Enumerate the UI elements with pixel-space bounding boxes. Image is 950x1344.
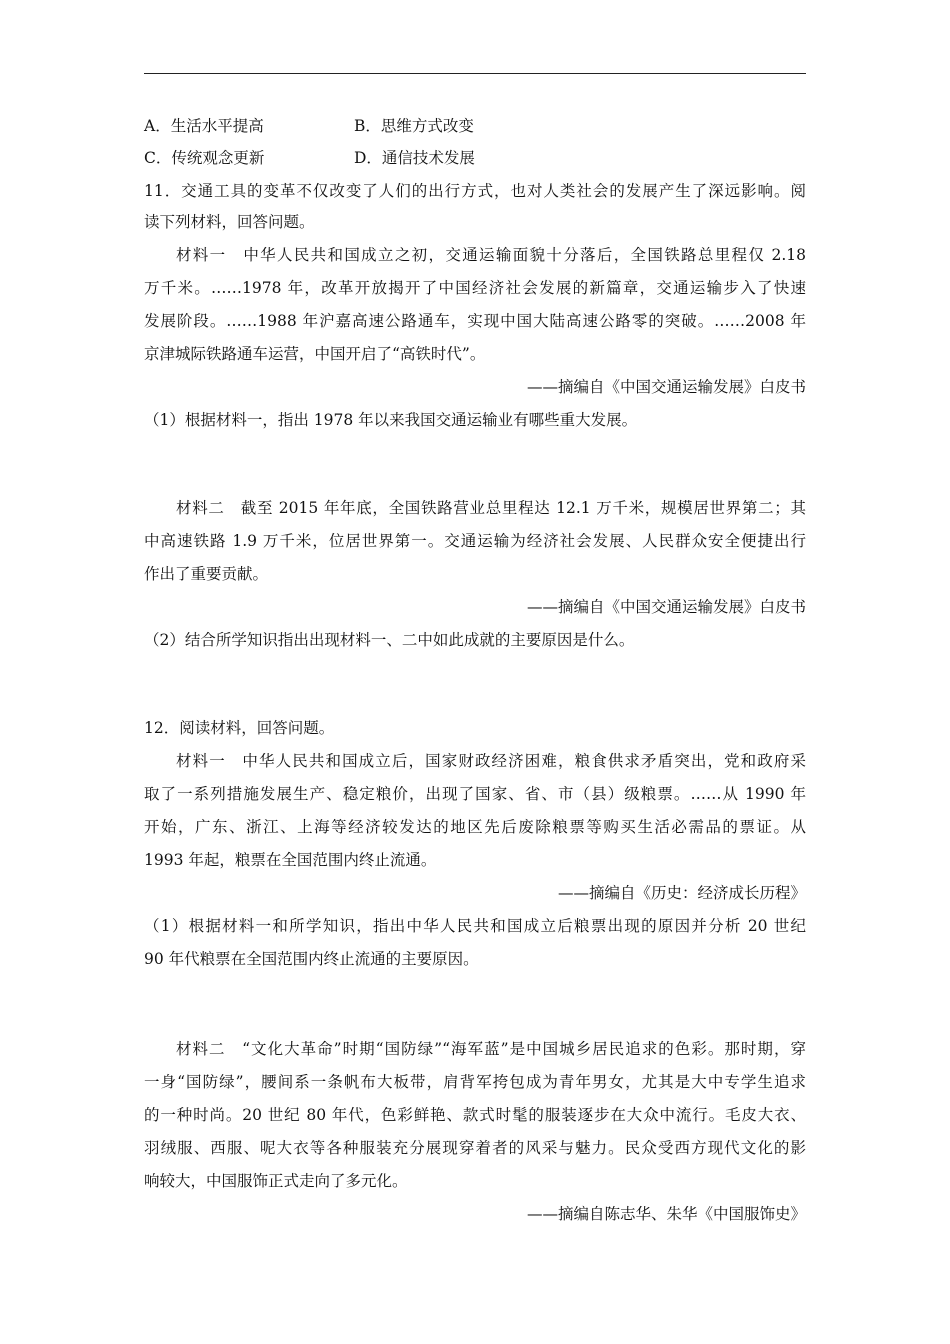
q11-material2-line: 中高速铁路 1.9 万千米，位居世界第一。交通运输为经济社会发展、人民群众安全便捷出行 bbox=[144, 532, 806, 550]
q11-source1: ——摘编自《中国交通运输发展》白皮书 bbox=[526, 378, 806, 396]
q11-material1-line: 京津城际铁路通车运营，中国开启了“高铁时代”。 bbox=[144, 345, 486, 363]
q11-stem-line: 读下列材料，回答问题。 bbox=[144, 213, 315, 231]
option-c: C．传统观念更新 bbox=[144, 149, 265, 167]
q12-material1-line: 开始，广东、浙江、上海等经济较发达的地区先后废除粮票等购买生活必需品的票证。从 bbox=[144, 818, 806, 836]
q12-source1: ——摘编自《历史：经济成长历程》 bbox=[557, 884, 806, 902]
q11-source2: ——摘编自《中国交通运输发展》白皮书 bbox=[526, 598, 806, 616]
q11-question2: （2）结合所学知识指出出现材料一、二中如此成就的主要原因是什么。 bbox=[144, 631, 635, 649]
q11-stem-line: 11．交通工具的变革不仅改变了人们的出行方式，也对人类社会的发展产生了深远影响。阅 bbox=[144, 182, 806, 200]
q12-material1-line: 1993 年起，粮票在全国范围内终止流通。 bbox=[144, 851, 437, 869]
q12-stem: 12．阅读材料，回答问题。 bbox=[144, 719, 335, 737]
q12-material2-line: 响较大，中国服饰正式走向了多元化。 bbox=[144, 1172, 408, 1190]
q12-question1-line: （1）根据材料一和所学知识，指出中华人民共和国成立后粮票出现的原因并分析 20 世纪 bbox=[144, 917, 806, 935]
q12-material2-line: 的一种时尚。20 世纪 80 年代，色彩鲜艳、款式时髦的服装逐步在大众中流行。毛皮大衣、 bbox=[144, 1106, 806, 1124]
q12-material2-line: 一身“国防绿”，腰间系一条帆布大板带，肩背军挎包成为青年男女，尤其是大中专学生追求 bbox=[144, 1073, 806, 1091]
option-a: A．生活水平提高 bbox=[144, 117, 264, 135]
header-rule bbox=[144, 73, 806, 74]
q11-material1-line: 万千米。……1978 年，改革开放揭开了中国经济社会发展的新篇章，交通运输步入了快速 bbox=[144, 279, 806, 297]
q11-material1-line: 材料一 中华人民共和国成立之初，交通运输面貌十分落后，全国铁路总里程仅 2.18 bbox=[176, 246, 806, 264]
option-b: B．思维方式改变 bbox=[354, 117, 474, 135]
q12-material1-line: 材料一 中华人民共和国成立后，国家财政经济困难，粮食供求矛盾突出，党和政府采 bbox=[176, 752, 806, 770]
option-d: D．通信技术发展 bbox=[354, 149, 475, 167]
q11-material2-line: 作出了重要贡献。 bbox=[144, 565, 269, 583]
q12-material1-line: 取了一系列措施发展生产、稳定粮价，出现了国家、省、市（县）级粮票。……从 1990 年 bbox=[144, 785, 806, 803]
q12-material2-line: 羽绒服、西服、呢大衣等各种服装充分展现穿着者的风采与魅力。民众受西方现代文化的影 bbox=[144, 1139, 806, 1157]
q11-question1: （1）根据材料一，指出 1978 年以来我国交通运输业有哪些重大发展。 bbox=[144, 411, 638, 429]
q12-material2-line: 材料二 “文化大革命”时期“国防绿”“海军蓝”是中国城乡居民追求的色彩。那时期，穿 bbox=[176, 1040, 806, 1058]
q12-source2: ——摘编自陈志华、朱华《中国服饰史》 bbox=[526, 1205, 806, 1223]
q12-question1-line: 90 年代粮票在全国范围内终止流通的主要原因。 bbox=[144, 950, 479, 968]
q11-material1-line: 发展阶段。……1988 年沪嘉高速公路通车，实现中国大陆高速公路零的突破。……2008 年 bbox=[144, 312, 806, 330]
q11-material2-line: 材料二 截至 2015 年年底，全国铁路营业总里程达 12.1 万千米，规模居世界第二；其 bbox=[176, 499, 806, 517]
